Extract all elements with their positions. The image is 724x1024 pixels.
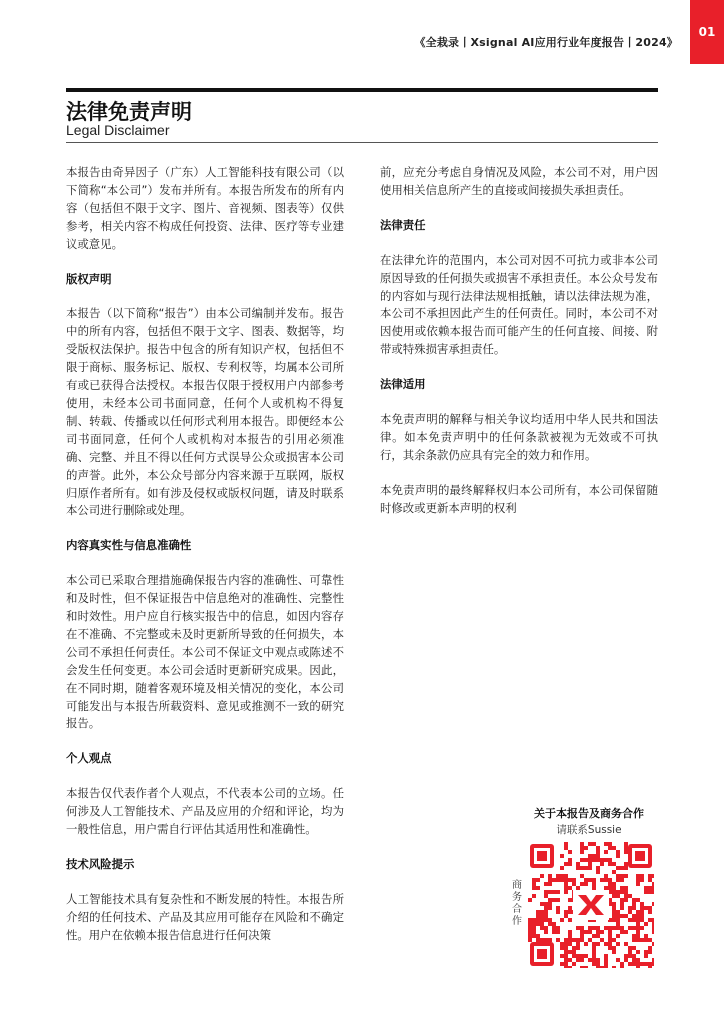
final-interpretation-paragraph: 本免责声明的最终解释权归本公司所有，本公司保留随时修改或更新本声明的权利 (380, 482, 658, 515)
applicable-law-paragraph: 本免责声明的解释与相关争议均适用中华人民共和国法律。如本免责声明中的任何条款被视为无效或不可执行，其余条款仍应具有完全的效力和作用。 (380, 412, 658, 462)
page-title: 法律免责声明 (66, 100, 192, 124)
liability-paragraph: 在法律允许的范围内，本公司对因不可抗力或非本公司原因导致的任何损失或损害不承担责任。本公众号发布的内容如与现行法律法规相抵触，请以法律法规为准，本公司不承担因此产生的任何责任。同时，本公司不对因使用或依赖本报告而可能产生的任何直接、间接、附带或特殊损害承担责任。 (380, 252, 658, 357)
copyright-heading: 版权声明 (66, 271, 112, 286)
accuracy-paragraph: 本公司已采取合理措施确保报告内容的准确性、可靠性和及时性，但不保证报告中信息绝对的准确性、完整性和时效性。用户应自行核实报告中的信息，如因内容存在不准确、不完整或未及时更新所导致的任何损失，本公司不承担任何责任。本公司不保证文中观点或陈述不会发生任何变更。本公司会适时更新研究成果。因此，在不同时期，随着客观环境及相关情况的变化，本公司可能发出与本报告所载资料、意见或推测不一致的研究报告。 (66, 573, 344, 731)
right-column (380, 164, 658, 535)
page-number-badge: 01 (690, 0, 724, 64)
qr-code-icon[interactable] (528, 842, 654, 968)
copyright-paragraph: 本报告（以下简称“报告”）由本公司编制并发布。报告中的所有内容，包括但不限于文字、图表、数据等，均受版权法保护。报告中包含的所有知识产权，包括但不限于商标、服务标记、版权、专利权等，均属本公司所有或已获得合法授权。本报告仅限于授权用户内部参考使用，未经本公司书面同意，任何个人或机构不得复制、转载、传播或以任何形式利用本报告。即便经本公司书面同意，任何个人或机构对本报告的引用必须准确、完整、并且不得以任何方式误导公众或损害本公司的声誉。此外，本公众号部分内容来源于互联网，版权归原作者所有。如有涉及侵权或版权问题，请及时联系本公司进行删除或处理。 (66, 306, 344, 518)
risk-paragraph: 人工智能技术具有复杂性和不断发展的特性。本报告所介绍的任何技术、产品及其应用可能存在风险和不确定性。用户在依赖本报告信息进行任何决策 (66, 891, 344, 942)
header-report-title: 《全栽录丨Xsignal AI应用行业年度报告丨2024》 (414, 36, 678, 49)
intro-paragraph: 本报告由奇异因子（广东）人工智能科技有限公司（以下简称“本公司”）发布并所有。本报告所发布的所有内容（包括但不限于文字、图片、音视频、图表等）仅供参考，相关内容不构成任何投资、法律、医疗等专业建议或意见。 (66, 165, 344, 251)
risk-heading: 技术风险提示 (66, 857, 135, 871)
business-side-label (510, 880, 524, 928)
risk-continued-paragraph: 前，应充分考虑自身情况及风险，本公司不对，用户因使用相关信息所产生的直接或间接损失承担责任。 (380, 165, 658, 197)
contact-block (514, 806, 664, 838)
title-top-rule (66, 88, 658, 92)
accuracy-heading: 内容真实性与信息准确性 (66, 538, 192, 553)
opinion-paragraph: 本报告仅代表作者个人观点，不代表本公司的立场。任何涉及人工智能技术、产品及应用的介绍和评论，均为一般性信息，用户需自行评估其适用性和准确性。 (66, 786, 344, 837)
title-divider (66, 142, 658, 143)
contact-title: 关于本报告及商务合作 (534, 807, 644, 820)
left-column (66, 164, 344, 962)
liability-heading: 法律责任 (380, 217, 426, 232)
page-subtitle: Legal Disclaimer (66, 122, 170, 138)
opinion-heading: 个人观点 (66, 751, 112, 766)
applicable-law-heading: 法律适用 (380, 377, 426, 392)
business-side-label-text: 商 务 合 作 (512, 880, 522, 927)
contact-subtitle: 请联系Sussie (556, 824, 622, 836)
